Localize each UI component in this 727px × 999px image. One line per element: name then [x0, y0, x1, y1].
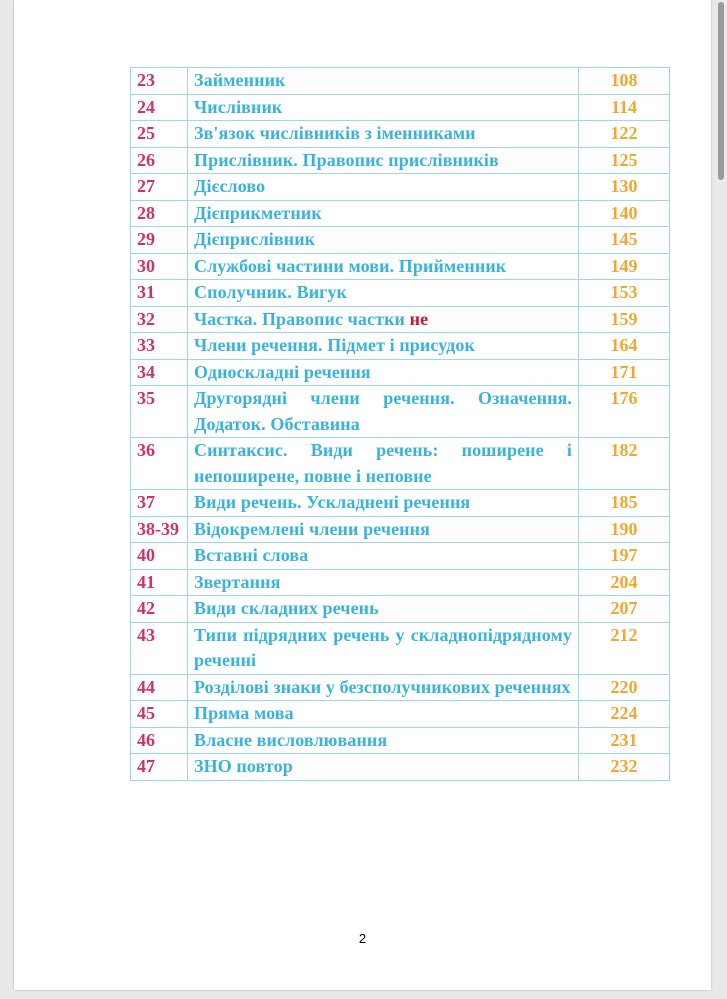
- lesson-title-text: Розділові знаки у безсполучникових реченнях: [194, 676, 571, 697]
- lesson-number: 32: [131, 306, 188, 333]
- lesson-title: [188, 280, 579, 307]
- document-page: [14, 0, 711, 990]
- page-ref: 140: [579, 200, 670, 227]
- lesson-title-text: Звертання: [194, 571, 281, 592]
- lesson-title: [188, 438, 579, 490]
- lesson-number: 46: [131, 727, 188, 754]
- page-ref: 125: [579, 147, 670, 174]
- table-row: [131, 68, 670, 95]
- table-row: [131, 596, 670, 623]
- page-ref: 190: [579, 516, 670, 543]
- lesson-title: [188, 227, 579, 254]
- page-ref: 122: [579, 121, 670, 148]
- table-row: [131, 306, 670, 333]
- table-row: [131, 701, 670, 728]
- page-ref: 130: [579, 174, 670, 201]
- page-ref: 114: [579, 94, 670, 121]
- table-row: [131, 569, 670, 596]
- table-row: [131, 121, 670, 148]
- lesson-number: 35: [131, 386, 188, 438]
- highlighted-word: не: [409, 308, 429, 329]
- lesson-number: 47: [131, 754, 188, 781]
- page-ref: 108: [579, 68, 670, 95]
- lesson-title-text: Типи підрядних речень у складнопідрядному реченні: [194, 624, 572, 670]
- table-row: [131, 727, 670, 754]
- lesson-number: 30: [131, 253, 188, 280]
- page-ref: 212: [579, 622, 670, 674]
- lesson-number: 42: [131, 596, 188, 623]
- table-row: [131, 516, 670, 543]
- lesson-title: [188, 253, 579, 280]
- table-row: [131, 200, 670, 227]
- lesson-number: 23: [131, 68, 188, 95]
- page-ref: 204: [579, 569, 670, 596]
- table-row: [131, 253, 670, 280]
- page-ref: 145: [579, 227, 670, 254]
- lesson-title: [188, 622, 579, 674]
- lesson-title-text: Дієприкметник: [194, 202, 322, 223]
- table-row: [131, 386, 670, 438]
- lesson-title: [188, 543, 579, 570]
- table-row: [131, 333, 670, 360]
- lesson-number: 41: [131, 569, 188, 596]
- lesson-title-text: Дієслово: [194, 176, 266, 196]
- table-row: [131, 280, 670, 307]
- lesson-title-text: Односкладні речення: [194, 361, 371, 382]
- lesson-number: 31: [131, 280, 188, 307]
- lesson-title-text: Вставні слова: [194, 545, 309, 565]
- lesson-title: [188, 727, 579, 754]
- page-ref: 207: [579, 596, 670, 623]
- lesson-title-text: Сполучник. Вигук: [194, 282, 348, 302]
- table-row: [131, 438, 670, 490]
- lesson-title-text: Дієприслівник: [194, 229, 316, 249]
- lesson-number: 43: [131, 622, 188, 674]
- lesson-title: [188, 386, 579, 438]
- lesson-number: 29: [131, 227, 188, 254]
- lesson-title: [188, 94, 579, 121]
- lesson-number: 36: [131, 438, 188, 490]
- lesson-number: 25: [131, 121, 188, 148]
- scroll-thumb[interactable]: [718, 2, 724, 180]
- lesson-number: 24: [131, 94, 188, 121]
- lesson-title-text: Види речень. Ускладнені речення: [194, 492, 471, 512]
- lesson-title-text: Службові частини мови. Прийменник: [194, 255, 507, 276]
- page-ref: 220: [579, 674, 670, 701]
- page-ref: 153: [579, 280, 670, 307]
- page-ref: 159: [579, 306, 670, 333]
- lesson-title-text: ЗНО повтор: [194, 756, 293, 776]
- lesson-title-text: Прислівник. Правопис прислівників: [194, 149, 499, 170]
- vertical-scrollbar[interactable]: [716, 0, 724, 999]
- table-row: [131, 94, 670, 121]
- table-row: [131, 147, 670, 174]
- page-ref: 185: [579, 490, 670, 517]
- lesson-title: [188, 147, 579, 174]
- lesson-number: 26: [131, 147, 188, 174]
- lesson-number: 34: [131, 359, 188, 386]
- lesson-title: [188, 68, 579, 95]
- table-row: [131, 490, 670, 517]
- lesson-number: 33: [131, 333, 188, 360]
- lesson-title-text: Числівник: [194, 96, 283, 117]
- page-ref: 182: [579, 438, 670, 490]
- lesson-title-text: Види складних речень: [194, 598, 379, 618]
- lesson-title-text: Члени речення. Підмет і присудок: [194, 335, 475, 355]
- lesson-title-text: Власне висловлювання: [194, 729, 388, 750]
- lesson-title: [188, 200, 579, 227]
- table-of-contents: [130, 67, 670, 781]
- table-row: [131, 359, 670, 386]
- lesson-title: [188, 174, 579, 201]
- lesson-title-text: Синтаксис. Види речень: поширене і непоширене, повне і неповне: [194, 440, 572, 486]
- lesson-title: [188, 306, 579, 333]
- lesson-title: [188, 359, 579, 386]
- page-ref: 231: [579, 727, 670, 754]
- table-row: [131, 174, 670, 201]
- page-ref: 224: [579, 701, 670, 728]
- page-ref: 149: [579, 253, 670, 280]
- page-number: 2: [358, 931, 367, 946]
- lesson-title: [188, 516, 579, 543]
- lesson-number: 28: [131, 200, 188, 227]
- lesson-title: [188, 701, 579, 728]
- lesson-number: 44: [131, 674, 188, 701]
- lesson-title: [188, 569, 579, 596]
- lesson-title: [188, 121, 579, 148]
- lesson-title-text: Зв'язок числівників з іменниками: [194, 123, 476, 143]
- table-row: [131, 227, 670, 254]
- lesson-number: 38-39: [131, 516, 188, 543]
- lesson-title: [188, 674, 579, 701]
- table-row: [131, 754, 670, 781]
- lesson-title-text: Відокремлені члени речення: [194, 518, 430, 539]
- page-ref: 171: [579, 359, 670, 386]
- table-row: [131, 622, 670, 674]
- lesson-title: [188, 333, 579, 360]
- page-ref: 197: [579, 543, 670, 570]
- lesson-title: [188, 490, 579, 517]
- lesson-number: 45: [131, 701, 188, 728]
- lesson-title-text: Частка. Правопис частки: [194, 308, 410, 329]
- page-ref: 164: [579, 333, 670, 360]
- lesson-title: [188, 754, 579, 781]
- page-ref: 232: [579, 754, 670, 781]
- page-ref: 176: [579, 386, 670, 438]
- table-row: [131, 543, 670, 570]
- lesson-number: 27: [131, 174, 188, 201]
- lesson-title: [188, 596, 579, 623]
- lesson-number: 37: [131, 490, 188, 517]
- lesson-number: 40: [131, 543, 188, 570]
- lesson-title-text: Займенник: [194, 70, 286, 90]
- lesson-title-text: Другорядні члени речення. Означення. Додаток. Обставина: [194, 388, 572, 434]
- table-row: [131, 674, 670, 701]
- lesson-title-text: Пряма мова: [194, 703, 294, 723]
